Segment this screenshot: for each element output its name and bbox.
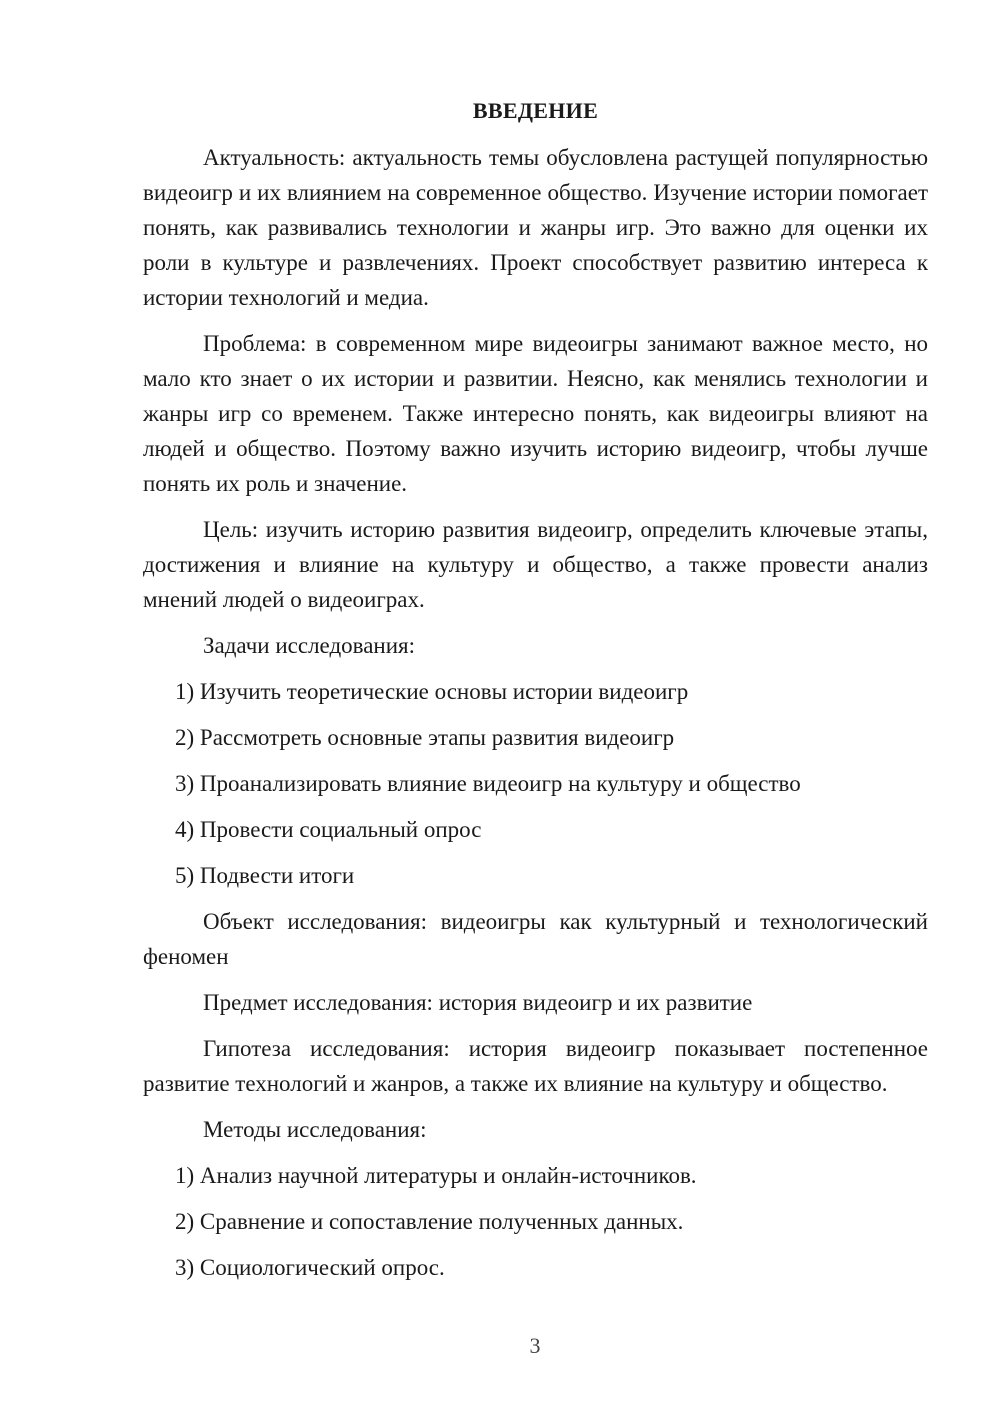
list-item: 1) Анализ научной литературы и онлайн-источников.: [175, 1163, 697, 1188]
tasks-heading: Задачи исследования:: [203, 633, 416, 658]
list-item: 4) Провести социальный опрос: [175, 817, 482, 842]
relevance-paragraph: Актуальность: актуальность темы обусловлена растущей популярностью видеоигр и их влиянием на современное общество. Изучение истории помогает понять, как развивались технологии и жанры игр. Это важно для оценки их роли в культуре и развлечениях. Проект способствует развитию интереса к истории технологий и медиа.: [143, 145, 928, 310]
list-item: 3) Проанализировать влияние видеоигр на культуру и общество: [175, 771, 801, 796]
tasks-list: [143, 674, 928, 893]
object-paragraph: Объект исследования: видеоигры как культурный и технологический феномен: [143, 909, 928, 969]
methods-heading: Методы исследования:: [203, 1117, 427, 1142]
problem-paragraph: Проблема: в современном мире видеоигры занимают важное место, но мало кто знает о их истории и развитии. Неясно, как менялись технологии и жанры игр со временем. Также интересно понять, как видеоигры влияют на людей и общество. Поэтому важно изучить историю видеоигр, чтобы лучше понять их роль и значение.: [143, 331, 928, 496]
list-item: 1) Изучить теоретические основы истории видеоигр: [175, 679, 689, 704]
methods-list: [143, 1158, 928, 1285]
page-title: ВВЕДЕНИЕ: [472, 98, 599, 123]
hypothesis-paragraph: Гипотеза исследования: история видеоигр показывает постепенное развитие технологий и жанров, а также их влияние на культуру и общество.: [143, 1036, 928, 1096]
list-item: 3) Социологический опрос.: [175, 1255, 445, 1280]
list-item: 5) Подвести итоги: [175, 863, 355, 888]
page-number: 3: [529, 1333, 541, 1358]
list-item: 2) Сравнение и сопоставление полученных данных.: [175, 1209, 684, 1234]
subject-paragraph: Предмет исследования: история видеоигр и их развитие: [203, 990, 753, 1015]
goal-paragraph: Цель: изучить историю развития видеоигр, определить ключевые этапы, достижения и влияние на культуру и общество, а также провести анализ мнений людей о видеоиграх.: [143, 517, 928, 612]
list-item: 2) Рассмотреть основные этапы развития видеоигр: [175, 725, 675, 750]
page-content: [143, 94, 928, 1296]
